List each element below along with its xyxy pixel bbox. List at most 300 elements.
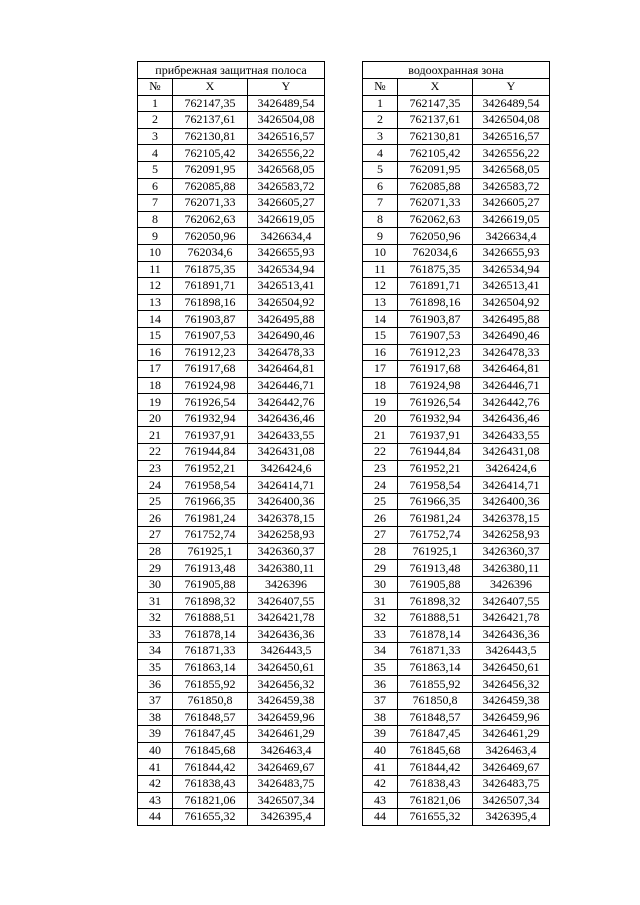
x-coordinate-cell: 761925,1 — [398, 543, 473, 560]
y-coordinate-cell: 3426395,4 — [473, 809, 550, 826]
table-row — [138, 95, 325, 112]
point-number-cell: 13 — [363, 294, 398, 311]
point-number-cell: 23 — [138, 460, 173, 477]
water-protection-zone-table — [362, 61, 550, 826]
table-row — [138, 377, 325, 394]
point-number-cell: 14 — [363, 311, 398, 328]
point-number-cell: 35 — [363, 659, 398, 676]
x-coordinate-cell: 761845,68 — [173, 742, 248, 759]
table-row — [363, 377, 550, 394]
y-coordinate-cell: 3426490,46 — [248, 327, 325, 344]
point-number-cell: 15 — [363, 327, 398, 344]
table-row — [363, 659, 550, 676]
point-number-cell: 10 — [363, 244, 398, 261]
y-coordinate-cell: 3426583,72 — [248, 178, 325, 195]
y-coordinate-cell: 3426421,78 — [248, 610, 325, 627]
x-coordinate-cell: 761850,8 — [173, 692, 248, 709]
point-number-cell: 27 — [363, 527, 398, 544]
table-row — [138, 161, 325, 178]
y-coordinate-cell: 3426436,46 — [248, 410, 325, 427]
table-row — [138, 726, 325, 743]
header-number: № — [363, 79, 398, 96]
y-coordinate-cell: 3426360,37 — [248, 543, 325, 560]
y-coordinate-cell: 3426442,76 — [248, 394, 325, 411]
header-x: X — [398, 79, 473, 96]
y-coordinate-cell: 3426436,36 — [473, 626, 550, 643]
table-row — [138, 344, 325, 361]
y-coordinate-cell: 3426414,71 — [473, 477, 550, 494]
point-number-cell: 9 — [363, 228, 398, 245]
y-coordinate-cell: 3426605,27 — [248, 195, 325, 212]
x-coordinate-cell: 761898,16 — [173, 294, 248, 311]
table-row — [363, 228, 550, 245]
x-coordinate-cell: 761924,98 — [398, 377, 473, 394]
x-coordinate-cell: 762137,61 — [398, 112, 473, 129]
point-number-cell: 2 — [363, 112, 398, 129]
x-coordinate-cell: 761912,23 — [173, 344, 248, 361]
point-number-cell: 36 — [138, 676, 173, 693]
table-row — [138, 643, 325, 660]
point-number-cell: 14 — [138, 311, 173, 328]
x-coordinate-cell: 762085,88 — [398, 178, 473, 195]
point-number-cell: 23 — [363, 460, 398, 477]
x-coordinate-cell: 761952,21 — [173, 460, 248, 477]
point-number-cell: 27 — [138, 527, 173, 544]
point-number-cell: 12 — [363, 278, 398, 295]
point-number-cell: 22 — [363, 444, 398, 461]
y-coordinate-cell: 3426464,81 — [248, 361, 325, 378]
table-row — [363, 692, 550, 709]
y-coordinate-cell: 3426634,4 — [473, 228, 550, 245]
x-coordinate-cell: 761917,68 — [398, 361, 473, 378]
point-number-cell: 34 — [363, 643, 398, 660]
y-coordinate-cell: 3426442,76 — [473, 394, 550, 411]
y-coordinate-cell: 3426433,55 — [248, 427, 325, 444]
x-coordinate-cell: 762105,42 — [398, 145, 473, 162]
table-row — [138, 211, 325, 228]
point-number-cell: 28 — [363, 543, 398, 560]
y-coordinate-cell: 3426450,61 — [248, 659, 325, 676]
table-row — [363, 145, 550, 162]
table-row — [138, 676, 325, 693]
y-coordinate-cell: 3426446,71 — [473, 377, 550, 394]
point-number-cell: 24 — [363, 477, 398, 494]
y-coordinate-cell: 3426655,93 — [248, 244, 325, 261]
y-coordinate-cell: 3426483,75 — [248, 775, 325, 792]
table-row — [138, 311, 325, 328]
point-number-cell: 37 — [363, 692, 398, 709]
point-number-cell: 7 — [138, 195, 173, 212]
table-row — [138, 294, 325, 311]
y-coordinate-cell: 3426400,36 — [473, 493, 550, 510]
x-coordinate-cell: 761875,35 — [398, 261, 473, 278]
x-coordinate-cell: 761891,71 — [398, 278, 473, 295]
x-coordinate-cell: 761821,06 — [173, 792, 248, 809]
y-coordinate-cell: 3426424,6 — [473, 460, 550, 477]
point-number-cell: 39 — [363, 726, 398, 743]
point-number-cell: 33 — [138, 626, 173, 643]
point-number-cell: 16 — [363, 344, 398, 361]
point-number-cell: 25 — [138, 493, 173, 510]
x-coordinate-cell: 761863,14 — [173, 659, 248, 676]
x-coordinate-cell: 762034,6 — [173, 244, 248, 261]
point-number-cell: 2 — [138, 112, 173, 129]
y-coordinate-cell: 3426655,93 — [473, 244, 550, 261]
coastal-protective-strip-table — [137, 61, 325, 826]
point-number-cell: 6 — [363, 178, 398, 195]
y-coordinate-cell: 3426504,92 — [248, 294, 325, 311]
table-row — [138, 261, 325, 278]
x-coordinate-cell: 761944,84 — [173, 444, 248, 461]
point-number-cell: 32 — [138, 610, 173, 627]
x-coordinate-cell: 761905,88 — [173, 576, 248, 593]
table-row — [363, 128, 550, 145]
x-coordinate-cell: 761966,35 — [398, 493, 473, 510]
x-coordinate-cell: 761932,94 — [398, 410, 473, 427]
y-coordinate-cell: 3426478,33 — [473, 344, 550, 361]
x-coordinate-cell: 761966,35 — [173, 493, 248, 510]
point-number-cell: 44 — [138, 809, 173, 826]
table-row — [138, 394, 325, 411]
point-number-cell: 36 — [363, 676, 398, 693]
table-row — [363, 427, 550, 444]
x-coordinate-cell: 761903,87 — [398, 311, 473, 328]
table-row — [138, 178, 325, 195]
point-number-cell: 26 — [363, 510, 398, 527]
table-row — [363, 244, 550, 261]
table-row — [363, 95, 550, 112]
y-coordinate-cell: 3426556,22 — [248, 145, 325, 162]
table-row — [138, 809, 325, 826]
point-number-cell: 20 — [138, 410, 173, 427]
y-coordinate-cell: 3426507,34 — [473, 792, 550, 809]
table-row — [138, 527, 325, 544]
x-coordinate-cell: 761913,48 — [173, 560, 248, 577]
table-row — [363, 394, 550, 411]
point-number-cell: 15 — [138, 327, 173, 344]
table-row — [363, 643, 550, 660]
point-number-cell: 30 — [363, 576, 398, 593]
point-number-cell: 4 — [363, 145, 398, 162]
table-row — [138, 361, 325, 378]
x-coordinate-cell: 761655,32 — [398, 809, 473, 826]
y-coordinate-cell: 3426424,6 — [248, 460, 325, 477]
x-coordinate-cell: 761871,33 — [173, 643, 248, 660]
y-coordinate-cell: 3426556,22 — [473, 145, 550, 162]
x-coordinate-cell: 761838,43 — [173, 775, 248, 792]
point-number-cell: 21 — [363, 427, 398, 444]
y-coordinate-cell: 3426605,27 — [473, 195, 550, 212]
y-coordinate-cell: 3426407,55 — [473, 593, 550, 610]
table-row — [363, 742, 550, 759]
x-coordinate-cell: 761844,42 — [398, 759, 473, 776]
y-coordinate-cell: 3426456,32 — [248, 676, 325, 693]
x-coordinate-cell: 761848,57 — [398, 709, 473, 726]
y-coordinate-cell: 3426619,05 — [248, 211, 325, 228]
table-row — [363, 809, 550, 826]
table-row — [363, 593, 550, 610]
x-coordinate-cell: 762130,81 — [398, 128, 473, 145]
point-number-cell: 37 — [138, 692, 173, 709]
point-number-cell: 12 — [138, 278, 173, 295]
y-coordinate-cell: 3426504,92 — [473, 294, 550, 311]
point-number-cell: 40 — [363, 742, 398, 759]
table-row — [138, 278, 325, 295]
point-number-cell: 11 — [363, 261, 398, 278]
x-coordinate-cell: 761871,33 — [398, 643, 473, 660]
y-coordinate-cell: 3426459,38 — [473, 692, 550, 709]
y-coordinate-cell: 3426443,5 — [473, 643, 550, 660]
x-coordinate-cell: 761850,8 — [398, 692, 473, 709]
x-coordinate-cell: 762034,6 — [398, 244, 473, 261]
x-coordinate-cell: 761981,24 — [173, 510, 248, 527]
point-number-cell: 32 — [363, 610, 398, 627]
x-coordinate-cell: 761891,71 — [173, 278, 248, 295]
table-row — [138, 543, 325, 560]
y-coordinate-cell: 3426489,54 — [473, 95, 550, 112]
table-row — [138, 195, 325, 212]
point-number-cell: 21 — [138, 427, 173, 444]
point-number-cell: 33 — [363, 626, 398, 643]
y-coordinate-cell: 3426258,93 — [248, 527, 325, 544]
x-coordinate-cell: 762091,95 — [398, 161, 473, 178]
y-coordinate-cell: 3426619,05 — [473, 211, 550, 228]
y-coordinate-cell: 3426407,55 — [248, 593, 325, 610]
point-number-cell: 31 — [138, 593, 173, 610]
table-row — [138, 610, 325, 627]
x-coordinate-cell: 761913,48 — [398, 560, 473, 577]
table-row — [363, 477, 550, 494]
y-coordinate-cell: 3426634,4 — [248, 228, 325, 245]
x-coordinate-cell: 761752,74 — [173, 527, 248, 544]
x-coordinate-cell: 761905,88 — [398, 576, 473, 593]
header-number: № — [138, 79, 173, 96]
point-number-cell: 31 — [363, 593, 398, 610]
point-number-cell: 22 — [138, 444, 173, 461]
point-number-cell: 38 — [363, 709, 398, 726]
header-x: X — [173, 79, 248, 96]
table-row — [363, 576, 550, 593]
x-coordinate-cell: 761924,98 — [173, 377, 248, 394]
table-row — [138, 410, 325, 427]
header-y: Y — [248, 79, 325, 96]
point-number-cell: 25 — [363, 493, 398, 510]
point-number-cell: 18 — [363, 377, 398, 394]
point-number-cell: 24 — [138, 477, 173, 494]
x-coordinate-cell: 762071,33 — [173, 195, 248, 212]
point-number-cell: 35 — [138, 659, 173, 676]
x-coordinate-cell: 761898,16 — [398, 294, 473, 311]
x-coordinate-cell: 761898,32 — [173, 593, 248, 610]
point-number-cell: 7 — [363, 195, 398, 212]
table-row — [138, 593, 325, 610]
y-coordinate-cell: 3426421,78 — [473, 610, 550, 627]
table-header-row — [138, 79, 325, 96]
point-number-cell: 39 — [138, 726, 173, 743]
x-coordinate-cell: 761821,06 — [398, 792, 473, 809]
table-row — [363, 775, 550, 792]
x-coordinate-cell: 761888,51 — [173, 610, 248, 627]
y-coordinate-cell: 3426433,55 — [473, 427, 550, 444]
point-number-cell: 3 — [363, 128, 398, 145]
table-row — [363, 361, 550, 378]
x-coordinate-cell: 761926,54 — [173, 394, 248, 411]
table-row — [138, 228, 325, 245]
table-row — [138, 112, 325, 129]
table-row — [363, 709, 550, 726]
y-coordinate-cell: 3426513,41 — [473, 278, 550, 295]
x-coordinate-cell: 761932,94 — [173, 410, 248, 427]
point-number-cell: 43 — [138, 792, 173, 809]
x-coordinate-cell: 762147,35 — [398, 95, 473, 112]
y-coordinate-cell: 3426469,67 — [248, 759, 325, 776]
y-coordinate-cell: 3426456,32 — [473, 676, 550, 693]
x-coordinate-cell: 761926,54 — [398, 394, 473, 411]
x-coordinate-cell: 761655,32 — [173, 809, 248, 826]
table-row — [138, 692, 325, 709]
table-row — [138, 560, 325, 577]
point-number-cell: 41 — [138, 759, 173, 776]
y-coordinate-cell: 3426516,57 — [473, 128, 550, 145]
point-number-cell: 8 — [363, 211, 398, 228]
y-coordinate-cell: 3426513,41 — [248, 278, 325, 295]
x-coordinate-cell: 761838,43 — [398, 775, 473, 792]
x-coordinate-cell: 762091,95 — [173, 161, 248, 178]
table-row — [363, 311, 550, 328]
x-coordinate-cell: 761903,87 — [173, 311, 248, 328]
y-coordinate-cell: 3426483,75 — [473, 775, 550, 792]
table-row — [363, 261, 550, 278]
table-row — [363, 327, 550, 344]
x-coordinate-cell: 761844,42 — [173, 759, 248, 776]
y-coordinate-cell: 3426489,54 — [248, 95, 325, 112]
point-number-cell: 42 — [138, 775, 173, 792]
y-coordinate-cell: 3426380,11 — [248, 560, 325, 577]
table-row — [138, 477, 325, 494]
point-number-cell: 29 — [138, 560, 173, 577]
point-number-cell: 26 — [138, 510, 173, 527]
point-number-cell: 38 — [138, 709, 173, 726]
x-coordinate-cell: 762105,42 — [173, 145, 248, 162]
table-row — [363, 344, 550, 361]
point-number-cell: 8 — [138, 211, 173, 228]
x-coordinate-cell: 761847,45 — [173, 726, 248, 743]
y-coordinate-cell: 3426450,61 — [473, 659, 550, 676]
y-coordinate-cell: 3426459,96 — [473, 709, 550, 726]
y-coordinate-cell: 3426507,34 — [248, 792, 325, 809]
point-number-cell: 18 — [138, 377, 173, 394]
table-row — [138, 792, 325, 809]
point-number-cell: 16 — [138, 344, 173, 361]
y-coordinate-cell: 3426583,72 — [473, 178, 550, 195]
table-row — [363, 610, 550, 627]
point-number-cell: 40 — [138, 742, 173, 759]
table-title: водоохранная зона — [363, 62, 550, 79]
y-coordinate-cell: 3426446,71 — [248, 377, 325, 394]
x-coordinate-cell: 761855,92 — [398, 676, 473, 693]
table-row — [363, 112, 550, 129]
table-row — [138, 759, 325, 776]
y-coordinate-cell: 3426431,08 — [248, 444, 325, 461]
y-coordinate-cell: 3426431,08 — [473, 444, 550, 461]
point-number-cell: 43 — [363, 792, 398, 809]
x-coordinate-cell: 762062,63 — [173, 211, 248, 228]
table-row — [138, 742, 325, 759]
table-row — [363, 626, 550, 643]
x-coordinate-cell: 761847,45 — [398, 726, 473, 743]
table-row — [363, 493, 550, 510]
table-row — [138, 128, 325, 145]
x-coordinate-cell: 761958,54 — [173, 477, 248, 494]
table-row — [363, 510, 550, 527]
point-number-cell: 10 — [138, 244, 173, 261]
table-row — [363, 211, 550, 228]
x-coordinate-cell: 761855,92 — [173, 676, 248, 693]
y-coordinate-cell: 3426478,33 — [248, 344, 325, 361]
point-number-cell: 19 — [138, 394, 173, 411]
y-coordinate-cell: 3426568,05 — [473, 161, 550, 178]
table-row — [138, 510, 325, 527]
y-coordinate-cell: 3426378,15 — [473, 510, 550, 527]
x-coordinate-cell: 761845,68 — [398, 742, 473, 759]
table-row — [363, 178, 550, 195]
point-number-cell: 30 — [138, 576, 173, 593]
y-coordinate-cell: 3426461,29 — [248, 726, 325, 743]
table-row — [138, 444, 325, 461]
x-coordinate-cell: 761912,23 — [398, 344, 473, 361]
point-number-cell: 29 — [363, 560, 398, 577]
x-coordinate-cell: 761888,51 — [398, 610, 473, 627]
y-coordinate-cell: 3426443,5 — [248, 643, 325, 660]
x-coordinate-cell: 762050,96 — [173, 228, 248, 245]
point-number-cell: 42 — [363, 775, 398, 792]
x-coordinate-cell: 762130,81 — [173, 128, 248, 145]
table-row — [363, 792, 550, 809]
x-coordinate-cell: 761952,21 — [398, 460, 473, 477]
point-number-cell: 41 — [363, 759, 398, 776]
table-row — [138, 576, 325, 593]
y-coordinate-cell: 3426436,36 — [248, 626, 325, 643]
point-number-cell: 5 — [138, 161, 173, 178]
table-row — [138, 709, 325, 726]
table-row — [138, 145, 325, 162]
y-coordinate-cell: 3426414,71 — [248, 477, 325, 494]
point-number-cell: 44 — [363, 809, 398, 826]
table-title: прибрежная защитная полоса — [138, 62, 325, 79]
table-row — [138, 493, 325, 510]
y-coordinate-cell: 3426495,88 — [248, 311, 325, 328]
x-coordinate-cell: 761863,14 — [398, 659, 473, 676]
x-coordinate-cell: 761917,68 — [173, 361, 248, 378]
y-coordinate-cell: 3426464,81 — [473, 361, 550, 378]
x-coordinate-cell: 761958,54 — [398, 477, 473, 494]
x-coordinate-cell: 761925,1 — [173, 543, 248, 560]
table-row — [363, 543, 550, 560]
table-row — [363, 161, 550, 178]
x-coordinate-cell: 761898,32 — [398, 593, 473, 610]
point-number-cell: 1 — [363, 95, 398, 112]
table-row — [363, 726, 550, 743]
y-coordinate-cell: 3426459,96 — [248, 709, 325, 726]
point-number-cell: 4 — [138, 145, 173, 162]
table-title-row — [363, 62, 550, 79]
point-number-cell: 17 — [363, 361, 398, 378]
y-coordinate-cell: 3426396 — [473, 576, 550, 593]
x-coordinate-cell: 762147,35 — [173, 95, 248, 112]
x-coordinate-cell: 761937,91 — [398, 427, 473, 444]
table-header-row — [363, 79, 550, 96]
x-coordinate-cell: 762071,33 — [398, 195, 473, 212]
